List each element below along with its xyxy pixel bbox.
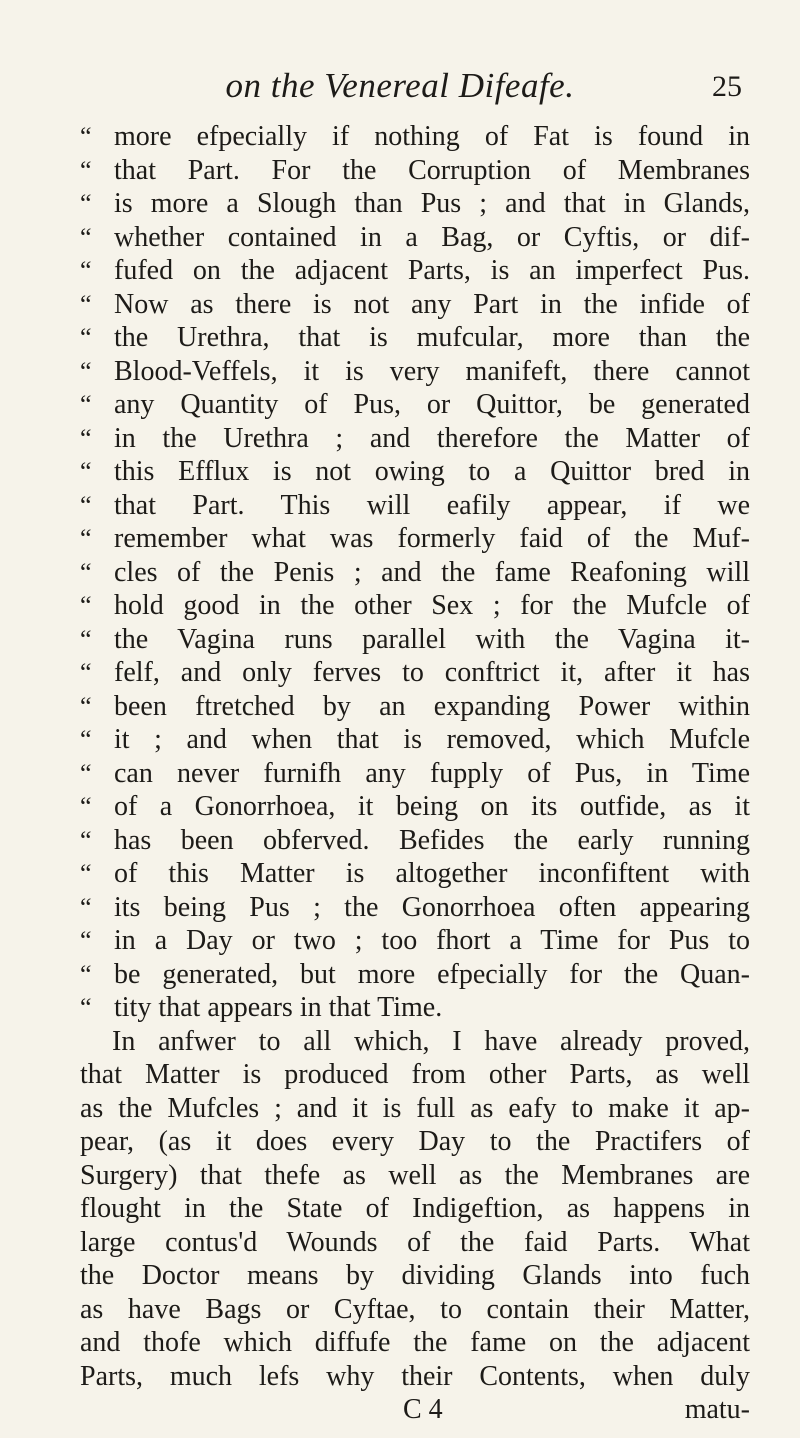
line-text: that Matter is produced from other Parts, as well <box>80 1059 750 1090</box>
text-line <box>80 690 750 724</box>
quote-mark: “ <box>80 725 92 754</box>
text-line <box>80 958 750 992</box>
line-text: is more a Slough than Pus ; and that in Glands, <box>114 188 750 219</box>
text-line <box>80 790 750 824</box>
text-line <box>80 1360 750 1394</box>
text-line <box>80 1226 750 1260</box>
text-line <box>80 1159 750 1193</box>
quote-mark: “ <box>80 959 92 989</box>
text-line <box>80 120 750 154</box>
text-line <box>80 254 750 288</box>
text-line <box>80 187 750 221</box>
text-line <box>80 656 750 690</box>
quote-mark: “ <box>80 892 92 922</box>
quote-mark: “ <box>80 256 92 285</box>
line-text: flought in the State of Indigeftion, as happens in <box>80 1193 750 1224</box>
line-text: this Efflux is not owing to a Quittor bred in <box>114 456 750 487</box>
line-text: any Quantity of Pus, or Quittor, be generated <box>114 389 750 420</box>
line-text: remember what was formerly faid of the Muf- <box>114 523 750 554</box>
page-body <box>80 120 750 1427</box>
line-text: be generated, but more efpecially for the Quan- <box>114 958 750 990</box>
text-line <box>80 589 750 623</box>
quote-mark: “ <box>80 792 92 821</box>
page-number: 25 <box>712 70 742 103</box>
line-text: its being Pus ; the Gonorrhoea often appearing <box>114 891 750 923</box>
line-text: can never furnifh any fupply of Pus, in Time <box>114 757 750 789</box>
text-line <box>80 489 750 523</box>
text-line <box>80 556 750 590</box>
text-line <box>80 154 750 188</box>
text-line <box>80 288 750 322</box>
line-text: and thofe which diffufe the fame on the adjacent <box>80 1327 750 1358</box>
quote-mark: “ <box>80 289 92 319</box>
line-text: the Urethra, that is mufcular, more than the <box>114 322 750 353</box>
quote-mark: “ <box>80 557 92 587</box>
line-text: fufed on the adjacent Parts, is an imperfect Pus. <box>114 255 750 286</box>
text-line <box>80 1025 750 1059</box>
line-text: Blood-Veffels, it is very manifeft, there cannot <box>114 355 750 387</box>
quoted-passage <box>80 120 750 1025</box>
text-line <box>80 757 750 791</box>
quote-mark: “ <box>80 758 92 788</box>
line-text: Now as there is not any Part in the infide of <box>114 288 750 320</box>
quote-mark: “ <box>80 658 92 687</box>
quote-mark: “ <box>80 457 92 486</box>
running-head: on the Venereal Difeafe. <box>225 66 575 105</box>
text-line <box>80 388 750 422</box>
signature-mark: C 4 <box>403 1394 443 1425</box>
text-line <box>80 1125 750 1159</box>
line-text: Surgery) that thefe as well as the Membranes are <box>80 1159 750 1191</box>
line-text: hold good in the other Sex ; for the Mufcle of <box>114 590 750 621</box>
text-line <box>80 522 750 556</box>
quote-mark: “ <box>80 926 92 955</box>
quote-mark: “ <box>80 155 92 185</box>
line-text: has been obferved. Befides the early running <box>114 824 750 856</box>
text-line <box>80 422 750 456</box>
quote-mark: “ <box>80 390 92 419</box>
quote-mark: “ <box>80 825 92 855</box>
line-text: Parts, much lefs why their Contents, when duly <box>80 1360 750 1392</box>
line-text: pear, (as it does every Day to the Practifers of <box>80 1126 750 1157</box>
line-text: in the Urethra ; and therefore the Matter of <box>114 422 750 454</box>
quote-mark: “ <box>80 122 92 151</box>
text-line <box>80 891 750 925</box>
quote-mark: “ <box>80 490 92 520</box>
line-text: of this Matter is altogether inconfiftent with <box>114 858 750 889</box>
text-line <box>80 1293 750 1327</box>
quote-mark: “ <box>80 524 92 553</box>
footer-line <box>80 1393 750 1427</box>
text-line <box>80 623 750 657</box>
quote-mark: “ <box>80 691 92 721</box>
quote-mark: “ <box>80 222 92 252</box>
line-text: in a Day or two ; too fhort a Time for Pus to <box>114 925 750 956</box>
quote-mark: “ <box>80 356 92 386</box>
quote-mark: “ <box>80 189 92 218</box>
reply-paragraph <box>80 1025 750 1394</box>
text-line <box>80 1192 750 1226</box>
line-text: tity that appears in that Time. <box>114 992 443 1023</box>
page-header <box>0 66 800 110</box>
text-line <box>80 824 750 858</box>
quote-mark: “ <box>80 624 92 654</box>
quote-mark: “ <box>80 591 92 620</box>
line-text: whether contained in a Bag, or Cyftis, or dif- <box>114 221 750 253</box>
line-text: been ftretched by an expanding Power within <box>114 690 750 722</box>
text-line <box>80 991 750 1025</box>
text-line <box>80 924 750 958</box>
text-line <box>80 1058 750 1092</box>
text-line <box>80 857 750 891</box>
text-line <box>80 355 750 389</box>
line-text: it ; and when that is removed, which Mufcle <box>114 724 750 755</box>
line-text: In anfwer to all which, I have already proved, <box>112 1025 750 1057</box>
text-line <box>80 321 750 355</box>
text-line <box>80 1092 750 1126</box>
line-text: of a Gonorrhoea, it being on its outfide, as it <box>114 791 750 822</box>
line-text: more efpecially if nothing of Fat is found in <box>114 121 750 152</box>
text-line <box>80 221 750 255</box>
catchword: matu- <box>684 1394 750 1425</box>
line-text: large contus'd Wounds of the faid Parts. What <box>80 1226 750 1258</box>
line-text: as the Mufcles ; and it is full as eafy to make it ap- <box>80 1092 750 1124</box>
quote-mark: “ <box>80 993 92 1022</box>
line-text: felf, and only ferves to conftrict it, after it has <box>114 657 750 688</box>
text-line <box>80 1326 750 1360</box>
line-text: the Vagina runs parallel with the Vagina it- <box>114 623 750 655</box>
text-line <box>80 455 750 489</box>
line-text: that Part. For the Corruption of Membranes <box>114 154 750 186</box>
text-line <box>80 1259 750 1293</box>
quote-mark: “ <box>80 859 92 888</box>
quote-mark: “ <box>80 423 92 453</box>
text-line <box>80 723 750 757</box>
line-text: that Part. This will eafily appear, if we <box>114 489 750 521</box>
line-text: the Doctor means by dividing Glands into fuch <box>80 1260 750 1291</box>
line-text: as have Bags or Cyftae, to contain their Matter, <box>80 1293 750 1325</box>
quote-mark: “ <box>80 323 92 352</box>
line-text: cles of the Penis ; and the fame Reafoning will <box>114 556 750 588</box>
